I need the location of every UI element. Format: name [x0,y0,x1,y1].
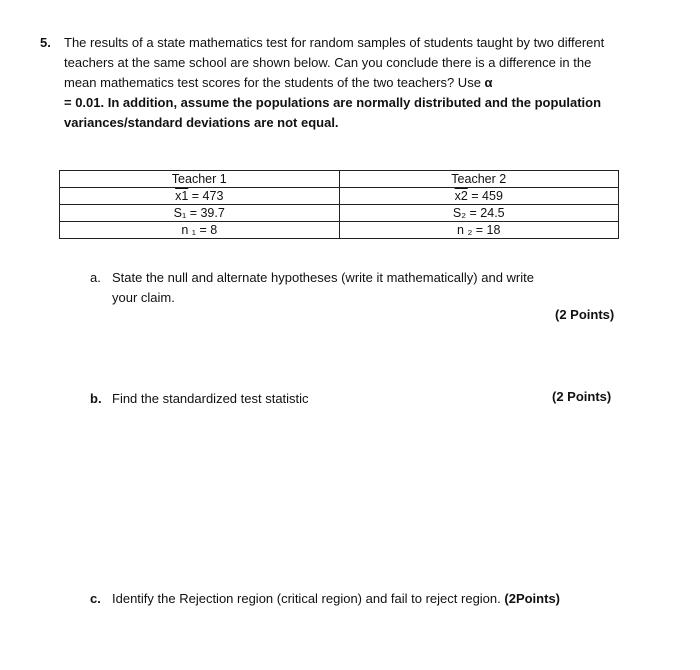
header-teacher-2: Teacher 2 [339,171,619,188]
teacher-data-table [59,170,619,239]
table-header-row [60,171,619,188]
part-a-points: (2 Points) [555,307,615,322]
table-row [60,222,619,239]
teacher-1-sd: S₁ = 39.7 [60,205,340,222]
header-teacher-1: Teacher 1 [60,171,340,188]
table-row [60,188,619,205]
teacher-2-sd: S₂ = 24.5 [339,205,619,222]
teacher-1-n: n ₁ = 8 [60,222,340,239]
part-a-line2: your claim. [112,290,175,305]
part-c-points: (2Points) [504,591,561,606]
problem-number: 5. [40,35,51,50]
part-c-letter: c. [90,591,101,606]
part-b-points: (2 Points) [552,389,612,404]
part-b [90,389,309,409]
problem-text-bold: = 0.01. In addition, assume the populations are normally distributed and the population variances/standard deviations are not equal. [64,95,602,130]
part-b-text: Find the standardized test statistic [112,391,309,406]
problem-text-plain: The results of a state mathematics test for random samples of students taught by two different teachers at the same school are shown below. Can you conclude there is a difference in the mean mathematics test scores for the students of the two teachers? Use [64,35,605,90]
teacher-1-mean-value: = 473 [191,189,224,203]
xbar1-symbol: x1 [175,189,189,203]
teacher-1-mean [60,188,340,205]
part-c-text: Identify the Rejection region (critical region) and fail to reject region. [112,591,501,606]
problem-text [64,33,620,133]
part-a-letter: a. [90,270,101,285]
part-b-letter: b. [90,391,102,406]
part-a [90,268,570,308]
teacher-2-mean-value: = 459 [471,189,503,203]
problem-statement [40,33,620,133]
table-row [60,205,619,222]
alpha-symbol: α [484,75,493,90]
part-a-line1: State the null and alternate hypotheses (write it mathematically) and write [112,270,534,285]
part-c [90,589,560,609]
teacher-2-mean [339,188,619,205]
xbar2-symbol: x2 [454,189,468,203]
teacher-2-n: n ₂ = 18 [339,222,619,239]
